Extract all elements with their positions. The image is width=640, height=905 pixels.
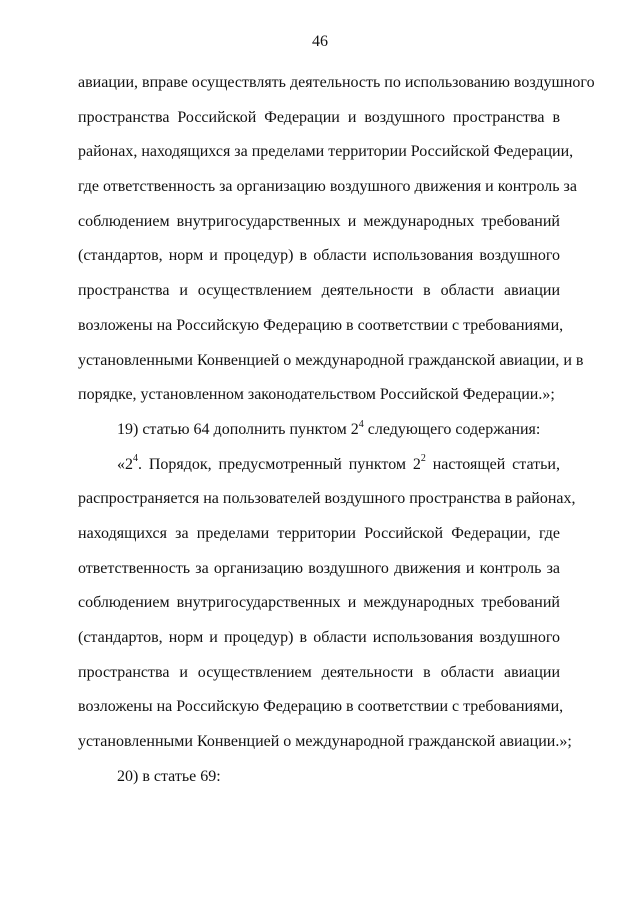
text-line: (стандартов, норм и процедур) в области использования воздушного <box>78 629 560 646</box>
superscript: 4 <box>133 453 138 465</box>
superscript: 2 <box>420 453 426 465</box>
clause-text-a: «2 <box>117 455 133 473</box>
text-line: установленными Конвенцией о международной гражданской авиации, и в <box>78 351 584 369</box>
text-line: возложены на Российскую Федерацию в соответствии с требованиями, <box>78 316 564 334</box>
list-item-20: 20) в статье 69: <box>117 767 221 785</box>
page-number: 46 <box>312 33 328 50</box>
text-line: установленными Конвенцией о международной гражданской авиации.»; <box>78 733 572 751</box>
text-line: находящихся за пределами территории Российской Федерации, где <box>78 524 560 542</box>
text-line: порядке, установленном законодательством Российской Федерации.»; <box>78 386 555 404</box>
text-line: пространства и осуществлением деятельности в области авиации <box>78 663 560 681</box>
text-line: распространяется на пользователей воздушного пространства в районах, <box>78 490 576 508</box>
text-line: соблюдением внутригосударственных и международных требований <box>78 212 560 230</box>
text-line: авиации, вправе осуществлять деятельность по использованию воздушного <box>78 74 595 91</box>
paragraph-continuation <box>78 66 595 413</box>
text-line: ответственность за организацию воздушного движения и контроль за <box>78 559 560 577</box>
text-line: (стандартов, норм и процедур) в области использования воздушного <box>78 247 560 265</box>
clause-text-c: настоящей статьи, <box>425 455 560 473</box>
text-line <box>78 448 560 483</box>
text-line: соблюдением внутригосударственных и международных требований <box>78 594 560 612</box>
text-line: пространства и осуществлением деятельности в области авиации <box>78 282 560 300</box>
document-body <box>78 66 595 794</box>
text-line: пространства Российской Федерации и воздушного пространства в <box>78 108 560 126</box>
superscript: 4 <box>358 418 364 430</box>
text-line: где ответственность за организацию воздушного движения и контроль за <box>78 178 577 196</box>
clause-text-b: . Порядок, предусмотренный пунктом 2 <box>138 455 421 473</box>
paragraph-quoted-clause <box>78 448 576 760</box>
text-line: районах, находящихся за пределами территории Российской Федерации, <box>78 143 574 161</box>
text-line: возложены на Российскую Федерацию в соответствии с требованиями, <box>78 698 564 716</box>
item-19-text-end: следующего содержания: <box>363 420 541 438</box>
item-19-text: 19) статью 64 дополнить пунктом 2 <box>117 420 359 438</box>
list-item-19 <box>78 413 560 448</box>
